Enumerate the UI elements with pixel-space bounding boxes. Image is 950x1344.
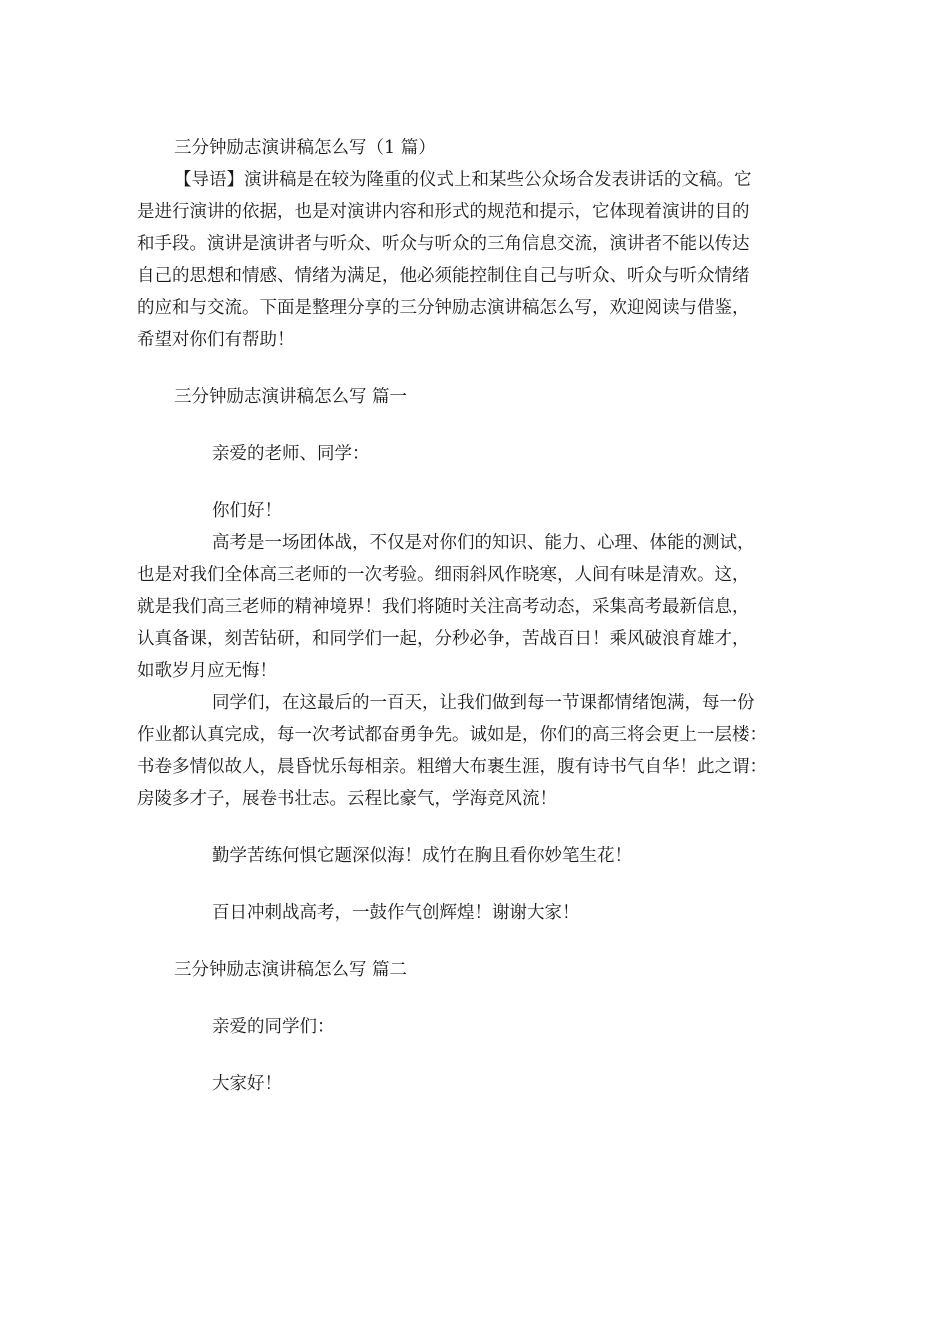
s1p2-line-1: 同学们，在这最后的一百天，让我们做到每一节课都情绪饱满，每一份	[212, 693, 755, 713]
intro-line-2: 是进行演讲的依据，也是对演讲内容和形式的规范和提示，它体现着演讲的目的	[137, 202, 750, 222]
s1p1-line-4: 认真备课，刻苦钻研，和同学们一起，分秒必争，苦战百日！乘风破浪育雄才，	[137, 629, 750, 649]
s1p1-line-3: 就是我们高三老师的精神境界！我们将随时关注高考动态，采集高考最新信息，	[137, 597, 750, 617]
section1-line-4: 百日冲刺战高考，一鼓作气创辉煌！谢谢大家！	[212, 903, 580, 923]
section2-greeting: 亲爱的同学们：	[212, 1017, 335, 1037]
intro-line-3: 和手段。演讲是演讲者与听众、听众与听众的三角信息交流，演讲者不能以传达	[137, 234, 750, 254]
section1-paragraph-1	[137, 527, 817, 687]
intro-line-6: 希望对你们有帮助！	[137, 330, 295, 350]
s1p2-line-3: 书卷多情似故人，晨昏忧乐每相亲。粗缯大布裹生涯，腹有诗书气自华！此之谓：	[137, 757, 767, 777]
s1p2-line-4: 房陵多才子，展卷书壮志。云程比豪气，学海竞风流！	[137, 789, 557, 809]
section1-greeting: 亲爱的老师、同学：	[212, 444, 370, 464]
section1-line-3: 勤学苦练何惧它题深似海！成竹在胸且看你妙笔生花！	[212, 846, 632, 866]
section2-heading: 三分钟励志演讲稿怎么写 篇二	[174, 960, 408, 980]
intro-line-5: 的应和与交流。下面是整理分享的三分钟励志演讲稿怎么写，欢迎阅读与借鉴，	[137, 298, 750, 318]
document-title: 三分钟励志演讲稿怎么写（1 篇）	[174, 138, 436, 158]
s1p1-line-1: 高考是一场团体战，不仅是对你们的知识、能力、心理、体能的测试，	[212, 533, 755, 553]
s1p2-line-2: 作业都认真完成，每一次考试都奋勇争先。诚如是，你们的高三将会更上一层楼：	[137, 725, 767, 745]
section1-paragraph-2	[137, 687, 817, 815]
intro-line-1: 【导语】演讲稿是在较为隆重的仪式上和某些公众场合发表讲话的文稿。它	[174, 170, 752, 190]
section1-hello: 你们好！	[212, 501, 282, 521]
intro-paragraph	[137, 164, 817, 356]
s1p1-line-5: 如歌岁月应无悔！	[137, 661, 277, 681]
section2-hello: 大家好！	[212, 1074, 282, 1094]
intro-line-4: 自己的思想和情感、情绪为满足，他必须能控制住自己与听众、听众与听众情绪	[137, 266, 750, 286]
s1p1-line-2: 也是对我们全体高三老师的一次考验。细雨斜风作晓寒，人间有味是清欢。这，	[137, 565, 750, 585]
document-page	[137, 132, 817, 1100]
section1-heading: 三分钟励志演讲稿怎么写 篇一	[174, 387, 408, 407]
